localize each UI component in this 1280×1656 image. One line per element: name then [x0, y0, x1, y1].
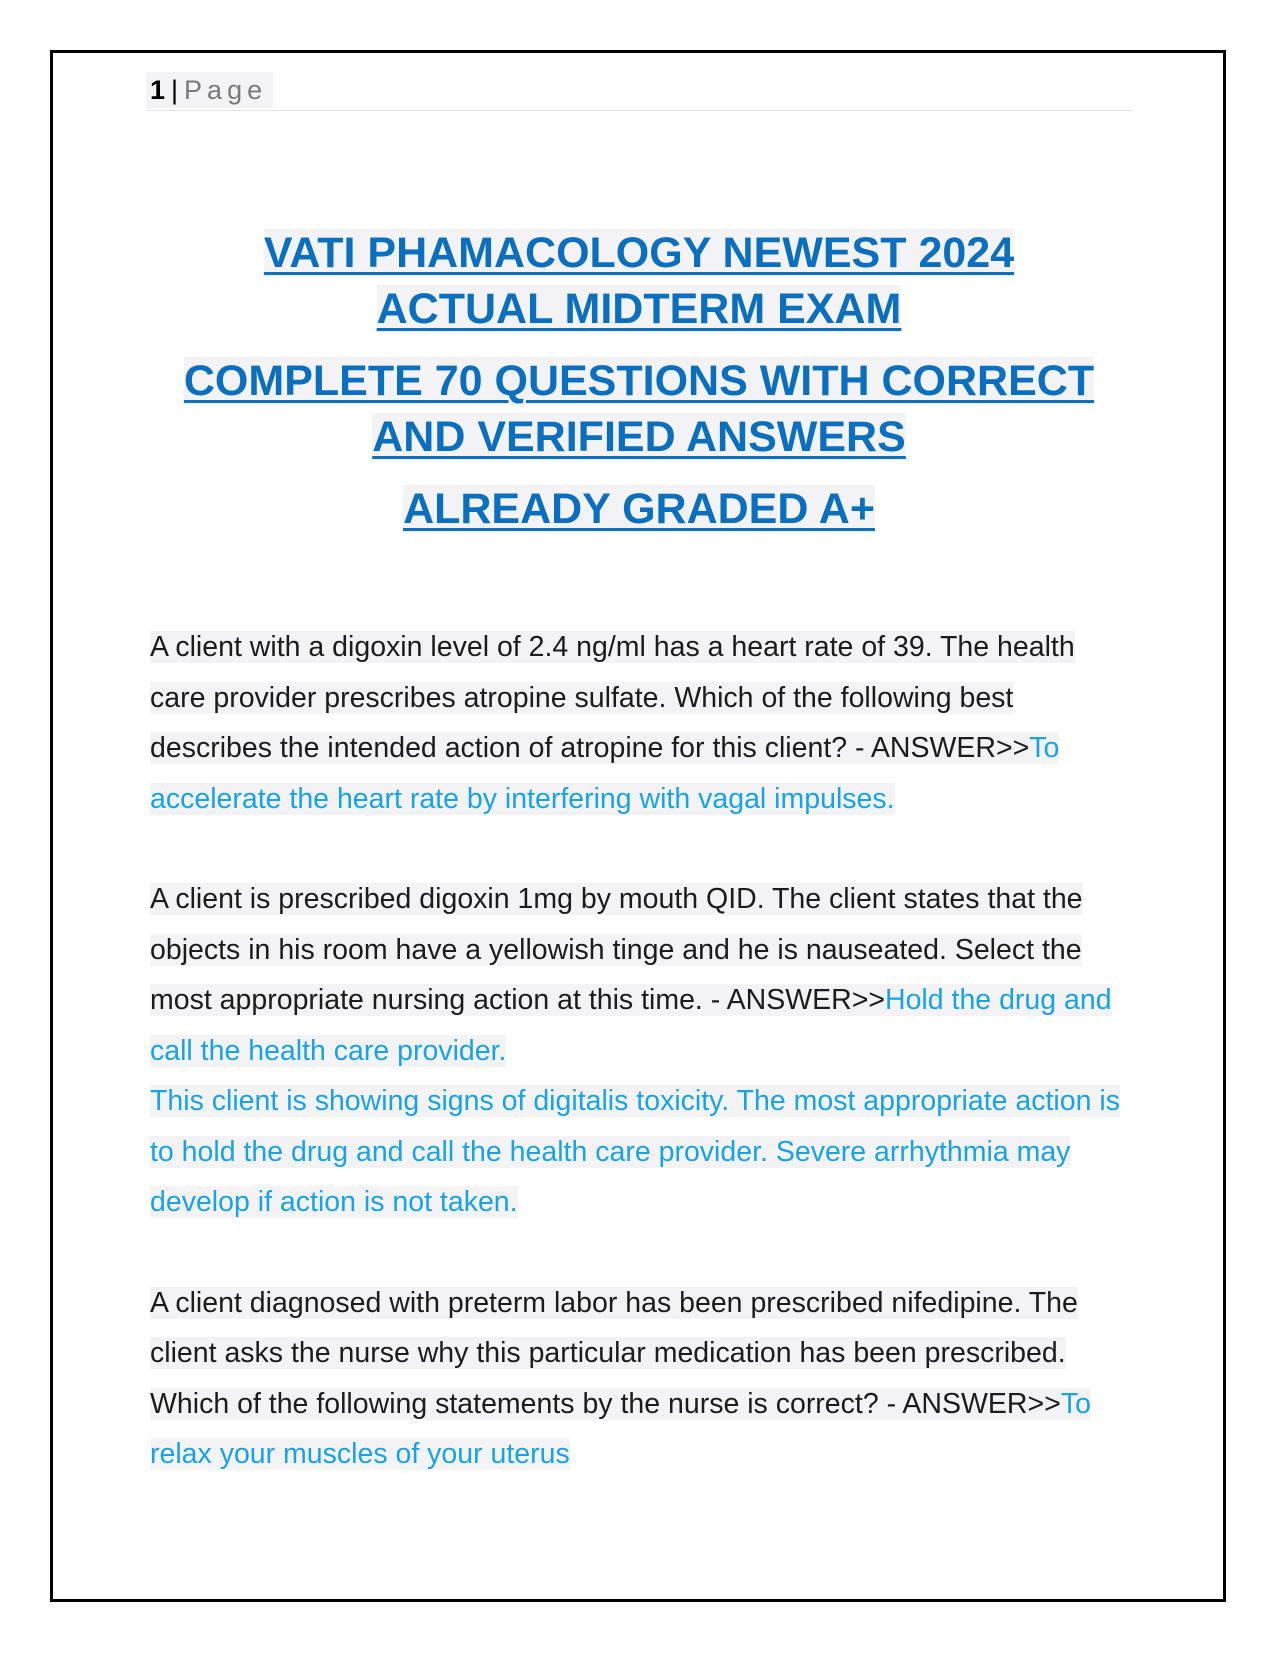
question-text: A client diagnosed with preterm labor has been prescribed nifedipine. The client asks the nurse why this particular medication has been prescribed. Which of the following statements by the nurse is correct? - ANSWER>> [150, 1286, 1078, 1420]
question-item [150, 874, 1135, 1228]
question-text: A client with a digoxin level of 2.4 ng/ml has a heart rate of 39. The health care provider prescribes atropine sulfate. Which of the following best describes the intended action of atropine for this client? - ANSWER>> [150, 631, 1075, 764]
page-word: Page [184, 75, 268, 105]
title-line-5: ALREADY GRADED A+ [403, 485, 875, 533]
title-line-2: ACTUAL MIDTERM EXAM [376, 285, 902, 333]
page-number: 1 [150, 75, 166, 105]
title-line-1: VATI PHAMACOLOGY NEWEST 2024 [263, 229, 1015, 277]
document-title [146, 225, 1132, 537]
question-text: A client is prescribed digoxin 1mg by mouth QID. The client states that the objects in his room have a yellowish tinge and he is nauseated. Select the most appropriate nursing action at this time. - ANSWER>> [150, 883, 1083, 1016]
questions-list [150, 622, 1135, 1480]
question-item [150, 1278, 1135, 1480]
page-label [146, 72, 273, 108]
answer-text: To relax your muscles of your uterus [150, 1387, 1091, 1470]
title-line-3: COMPLETE 70 QUESTIONS WITH CORRECT [183, 357, 1095, 405]
answer-text: To accelerate the heart rate by interfering with vagal impulses. [150, 732, 1060, 815]
answer-text: Hold the drug and call the health care provider. [150, 984, 1112, 1067]
title-line-4: AND VERIFIED ANSWERS [372, 413, 906, 461]
page-header [146, 72, 1132, 111]
question-item [150, 622, 1135, 824]
rationale-text: This client is showing signs of digitalis toxicity. The most appropriate action is to hold the drug and call the health care provider. Severe arrhythmia may develop if action is not taken. [150, 1085, 1120, 1218]
page-separator: | [171, 75, 179, 105]
